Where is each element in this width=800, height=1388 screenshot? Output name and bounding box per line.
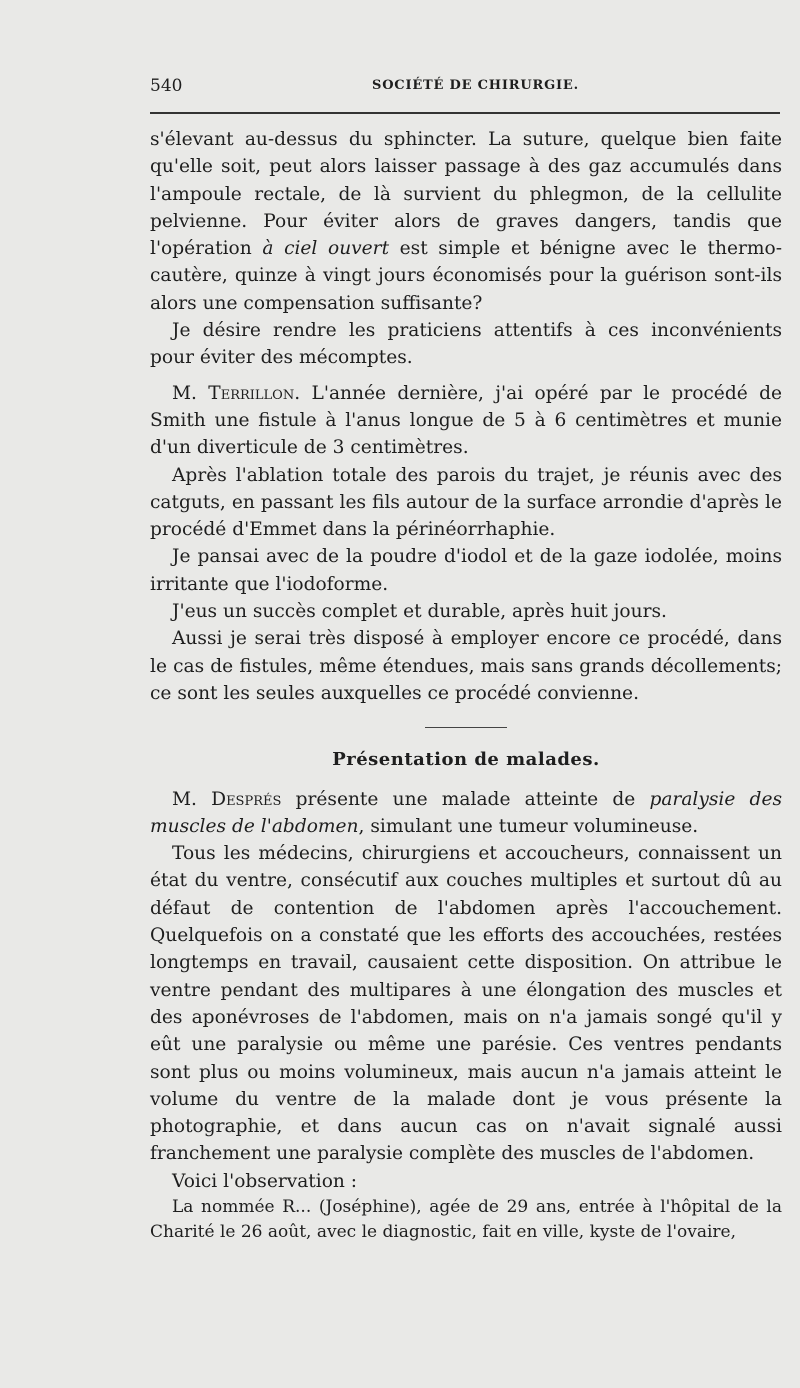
text-run: L'année dernière, j'ai opéré par le procédé de Smith une fistule à l'anus longue de 5 à 6 centimètres et munie d'un diverticule de 3 centimètres. [150, 382, 782, 459]
speaker-name: M. Terrillon. [172, 382, 301, 404]
paragraph: Voici l'observation : [172, 1170, 358, 1192]
paragraph: Tous les médecins, chirurgiens et accoucheurs, connaissent un état du ventre, consécutif aux couches multiples et surtout dû au défaut de contention de l'abdomen après l'accouchement. Quelquefois on a constaté que les efforts des accouchées, restées longtemps en travail, causaient cette disposition. On attribue le ventre pendant des multipares à une élongation des muscles et des aponévroses de l'abdomen, mais on n'a jamais songé qu'il y eût une paralysie ou même une parésie. Ces ventres pendants sont plus ou moins volumineux, mais aucun n'a jamais atteint le volume du ventre de la malade dont je vous présente la photographie, et dans aucun cas on n'avait signalé aussi franchement une paralysie complète des muscles de l'abdomen. [150, 843, 782, 1165]
section-separator [425, 727, 507, 728]
paragraph: Je désire rendre les praticiens attentifs à ces inconvénients pour éviter des mécomptes. [150, 320, 782, 369]
text-run: , simulant une tumeur volumineuse. [358, 815, 699, 837]
paragraph: J'eus un succès complet et durable, après huit jours. [172, 601, 667, 623]
italic-run: à ciel ouvert [262, 238, 390, 260]
speaker-name: M. Després [172, 788, 282, 810]
header-rule [150, 112, 780, 114]
page-header [150, 76, 782, 98]
italic-run: paralysie des muscles de l'abdomen [150, 788, 783, 837]
paragraph [150, 786, 782, 841]
paragraph: Je pansai avec de la poudre d'iodol et de la gaze iodolée, moins irritante que l'iodoforme. [150, 546, 782, 595]
text-run: est simple et bénigne avec le thermo-cautère, quinze à vingt jours économisés pour la guérison sont-ils alors une compensation suffisante? [150, 238, 782, 314]
paragraph: La nommée R... (Joséphine), agée de 29 ans, entrée à l'hôpital de la Charité le 26 août, avec le diagnostic, fait en ville, kyste de l'ovaire, [150, 1196, 782, 1242]
section-title: Présentation de malades. [332, 749, 600, 771]
text-run: s'élevant au-dessus du sphincter. La suture, quelque bien faite qu'elle soit, peut alors laisser passage à des gaz accumulés dans l'ampoule rectale, de là survient du phlegmon, de la cellulite pelvienne. Pour éviter alors de graves dangers, tandis que l'opération [150, 129, 782, 260]
page-body [150, 126, 782, 1245]
paragraph: Après l'ablation totale des parois du trajet, je réunis avec des catguts, en passant les fils autour de la surface arrondie d'après le procédé d'Emmet dans la périnéorrhaphie. [150, 464, 782, 541]
text-run: présente une malade atteinte de [281, 788, 650, 810]
paragraph: Aussi je serai très disposé à employer encore ce procédé, dans le cas de fistules, même étendues, mais sans grands décollements; ce sont les seules auxquelles ce procédé convienne. [150, 628, 782, 704]
page-number: 540 [150, 76, 183, 96]
paragraph [150, 380, 782, 462]
paragraph [150, 126, 782, 317]
running-title: SOCIÉTÉ DE CHIRURGIE. [372, 78, 579, 93]
